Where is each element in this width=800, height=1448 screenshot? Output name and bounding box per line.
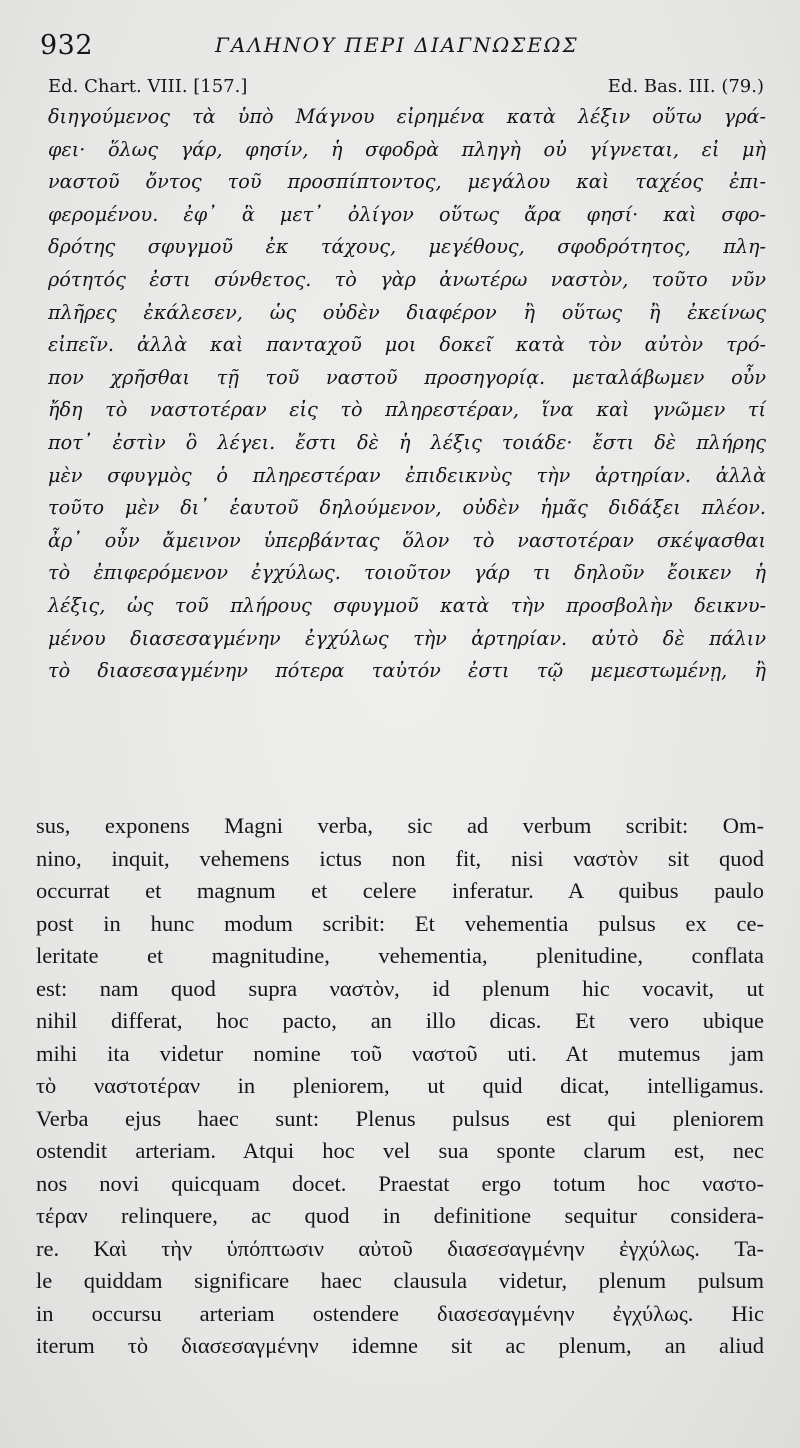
greek-line: φει· ὅλως γάρ, φησίν, ἡ σφοδρὰ πληγὴ οὐ γίγνεται, εἰ μὴ (48, 137, 766, 161)
greek-line: ἤδη τὸ ναστοτέραν εἰς τὸ πληρεστέραν, ἵνα καὶ γνῶμεν τί (48, 398, 766, 422)
latin-line: τέραν relinquere, ac quod in definitione sequitur considera- (36, 1203, 764, 1228)
greek-line: μὲν σφυγμὸς ὁ πληρεστέραν ἐπιδεικνὺς τὴν ἀρτηρίαν. ἀλλὰ (48, 463, 766, 487)
greek-line: εἰπεῖν. ἀλλὰ καὶ πανταχοῦ μοι δοκεῖ κατὰ τὸν αὐτὸν τρό- (48, 333, 766, 357)
latin-line: nos novi quicquam docet. Praestat ergo totum hoc ναστο- (36, 1170, 764, 1196)
latin-line: in occursu arteriam ostendere διασεσαγμένην ἐγχύλως. Hic (36, 1300, 764, 1326)
latin-line: nihil differat, hoc pacto, an illo dicas. Et vero ubique (36, 1008, 764, 1033)
edition-chart-reference: Ed. Chart. VIII. [157.] (48, 76, 248, 97)
latin-line: post in hunc modum scribit: Et vehementia pulsus ex ce- (36, 910, 764, 936)
latin-line: Verba ejus haec sunt: Plenus pulsus est qui pleniorem (36, 1105, 764, 1131)
greek-line: πον χρῆσθαι τῇ τοῦ ναστοῦ προσηγορίᾳ. μεταλάβωμεν οὖν (48, 365, 766, 389)
greek-line: ρότητός ἐστι σύνθετος. τὸ γὰρ ἀνωτέρω ναστὸν, τοῦτο νῦν (48, 267, 766, 291)
latin-line: le quiddam significare haec clausula videtur, plenum pulsum (36, 1268, 764, 1293)
latin-line: sus, exponens Magni verba, sic ad verbum scribit: Om- (36, 813, 764, 838)
edition-references (48, 76, 764, 102)
greek-line: λέξις, ὡς τοῦ πλήρους σφυγμοῦ κατὰ τὴν προσβολὴν δεικνυ- (48, 593, 766, 617)
greek-line: ἆρ᾽ οὖν ἄμεινον ὑπερβάντας ὅλον τὸ ναστοτέραν σκέψασθαι (48, 528, 766, 552)
latin-line: re. Καὶ τὴν ὑπόπτωσιν αὐτοῦ διασεσαγμένην ἐγχύλως. Ta- (36, 1235, 764, 1261)
greek-line: πλῆρες ἐκάλεσεν, ὡς οὐδὲν διαφέρον ἢ οὕτως ἢ ἐκείνως (48, 300, 766, 324)
latin-line: leritate et magnitudine, vehementia, plenitudine, conflata (36, 943, 764, 968)
greek-line: τοῦτο μὲν δι᾽ ἑαυτοῦ δηλούμενον, οὐδὲν ἡμᾶς διδάξει πλέον. (48, 496, 766, 520)
greek-line: δρότης σφυγμοῦ ἐκ τάχους, μεγέθους, σφοδρότητος, πλη- (48, 235, 766, 259)
running-head: ΓΑΛΗΝΟΥ ΠΕΡΙ ΔΙΑΓΝΩΣΕΩΣ (215, 33, 579, 57)
latin-line: est: nam quod supra ναστὸν, id plenum hic vocavit, ut (36, 975, 764, 1001)
greek-line: τὸ διασεσαγμένην πότερα ταὐτόν ἐστι τῷ μεμεστωμένῃ, ἢ (48, 659, 766, 683)
greek-line: ποτ᾽ ἐστὶν ὃ λέγει. ἔστι δὲ ἡ λέξις τοιάδε· ἔστι δὲ πλήρης (48, 430, 766, 454)
greek-text-block (48, 101, 766, 688)
latin-text-block (36, 810, 764, 1363)
latin-line: iterum τὸ διασεσαγμένην idemne sit ac plenum, an aliud (36, 1333, 764, 1358)
page-number: 932 (40, 30, 94, 61)
latin-line: ostendit arteriam. Atqui hoc vel sua sponte clarum est, nec (36, 1138, 764, 1163)
latin-line: τὸ ναστοτέραν in pleniorem, ut quid dicat, intelligamus. (36, 1073, 764, 1098)
edition-basel-reference: Ed. Bas. III. (79.) (607, 76, 764, 97)
greek-line: μένου διασεσαγμένην ἐγχύλως τὴν ἀρτηρίαν. αὐτὸ δὲ πάλιν (48, 626, 766, 650)
greek-line: διηγούμενος τὰ ὑπὸ Μάγνου εἰρημένα κατὰ λέξιν οὕτω γρά- (48, 105, 766, 128)
latin-line: occurrat et magnum et celere inferatur. A quibus paulo (36, 878, 764, 903)
latin-line: mihi ita videtur nomine τοῦ ναστοῦ uti. At mutemus jam (36, 1040, 764, 1066)
greek-line: τὸ ἐπιφερόμενον ἐγχύλως. τοιοῦτον γάρ τι δηλοῦν ἔοικεν ἡ (48, 561, 766, 585)
greek-line: φερομένου. ἐφ᾽ ἃ μετ᾽ ὀλίγον οὕτως ἄρα φησί· καὶ σφο- (48, 202, 766, 226)
latin-line: nino, inquit, vehemens ictus non fit, nisi ναστὸν sit quod (36, 845, 764, 871)
greek-line: ναστοῦ ὄντος τοῦ προσπίπτοντος, μεγάλου καὶ ταχέος ἐπι- (48, 170, 766, 194)
page-header (40, 30, 770, 64)
